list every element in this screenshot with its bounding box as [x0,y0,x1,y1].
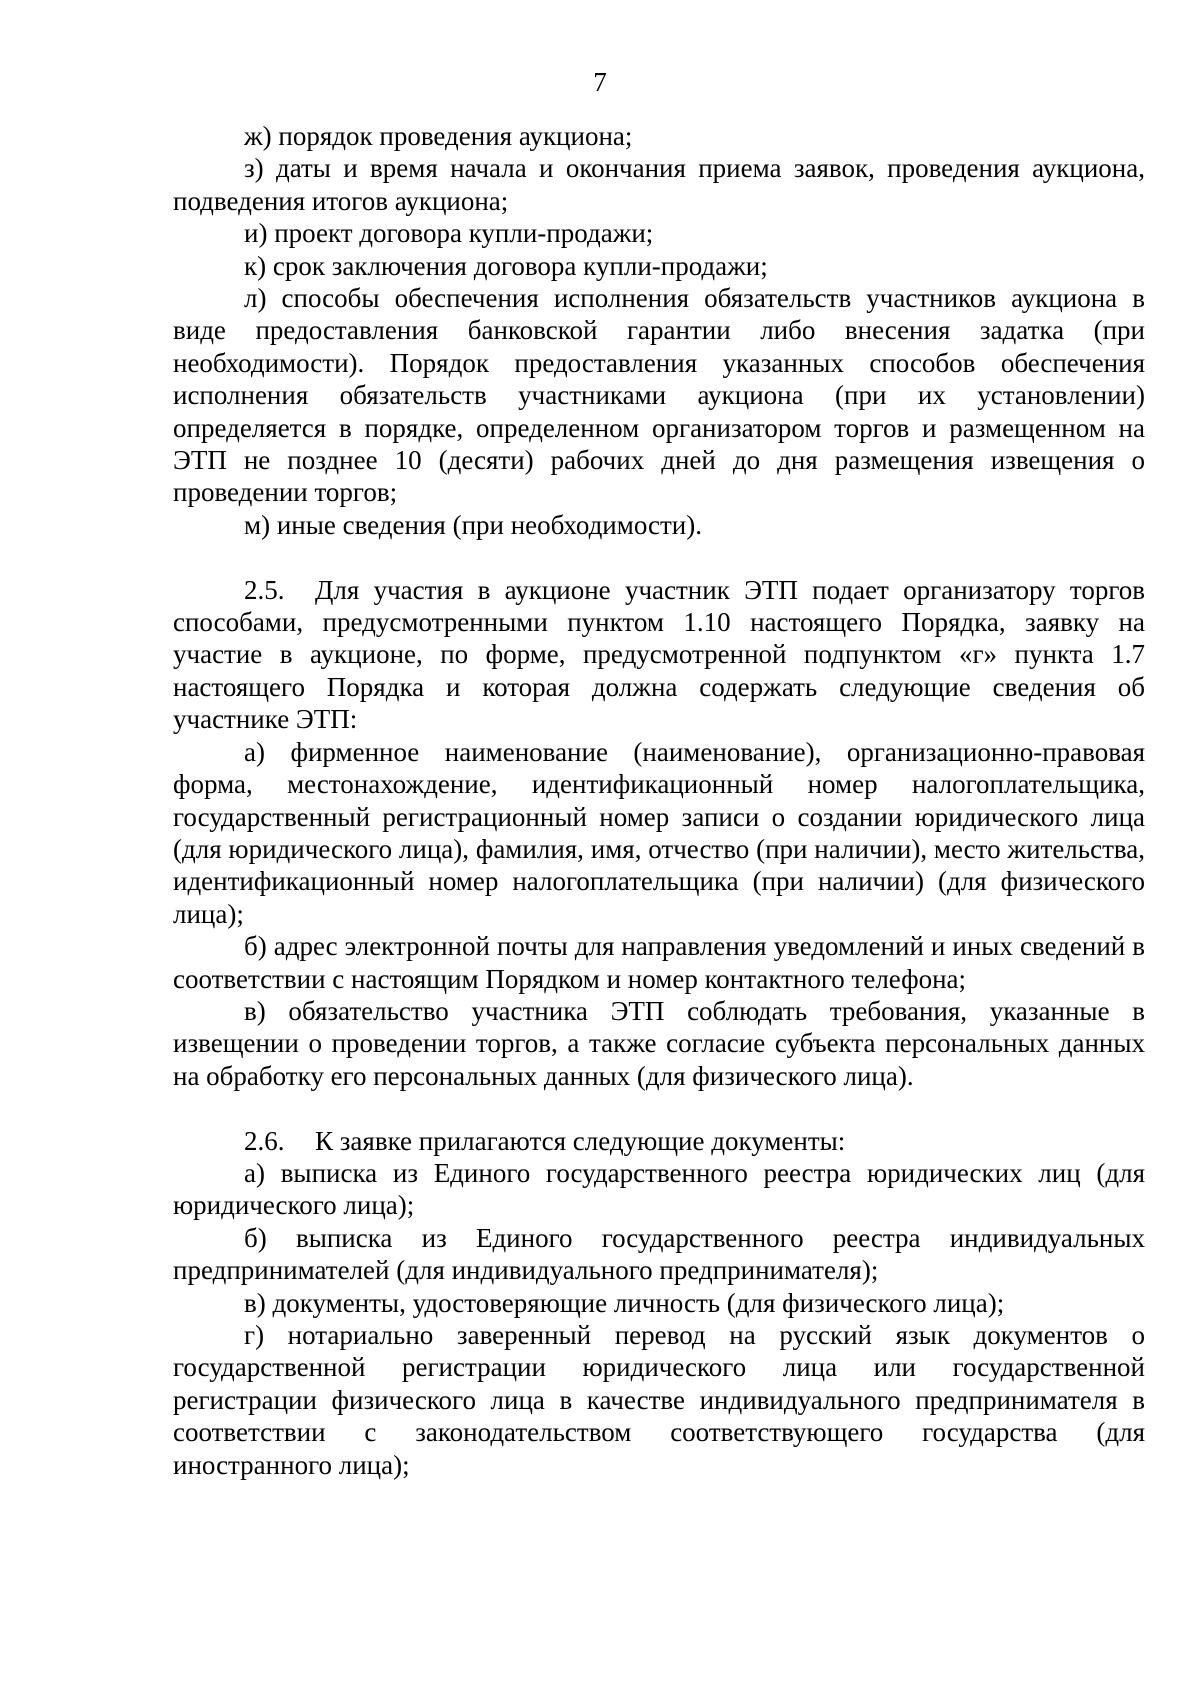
paragraph: б) адрес электронной почты для направления уведомлений и иных сведений в соответствии с настоящим Порядком и номер контактного телефона; [173,931,1145,994]
section-gap [173,1092,1145,1124]
paragraph: г) нотариально заверенный перевод на русский язык документов о государственной регистрации юридического лица или государственной регистрации физического лица в качестве индивидуального предпринимателя в соответствии с законодательством соответствующего государства (для иностранного лица); [173,1320,1145,1480]
paragraph: б) выписка из Единого государственного реестра индивидуальных предпринимателей (для индивидуального предпринимателя); [173,1222,1145,1286]
numbered-paragraph [173,1125,1145,1157]
paragraph-number: 2.6. [244,1125,285,1156]
paragraph: а) выписка из Единого государственного реестра юридических лиц (для юридического лица); [173,1157,1145,1221]
paragraph-text: К заявке прилагаются следующие документы: [315,1125,846,1156]
numbered-paragraph [173,574,1145,736]
paragraph: ж) порядок проведения аукциона; [244,121,633,151]
paragraph-text: Для участия в аукционе участник ЭТП подает организатору торгов способами, предусмотренными пунктом 1.10 настоящего Порядка, заявку на участие в аукционе, по форме, предусмотренной подпунктом «г» пункта 1.7 настоящего Порядка и которая должна содержать следующие сведения об участнике ЭТП: [173,574,1145,735]
document-body [173,120,1145,1481]
paragraph: з) даты и время начала и окончания приема заявок, проведения аукциона, подведения итогов аукциона; [173,153,1145,216]
page-number: 7 [593,67,607,97]
paragraph-number: 2.5. [244,574,285,605]
paragraph: к) срок заключения договора купли-продажи; [244,250,768,281]
paragraph: в) обязательство участника ЭТП соблюдать требования, указанные в извещении о проведении торгов, а также согласие субъекта персональных данных на обработку его персональных данных (для физического лица). [173,995,1145,1091]
paragraph: а) фирменное наименование (наименование), организационно-правовая форма, местонахождение, идентификационный номер налогоплательщика, государственный регистрационный номер записи о создании юридического лица (для юридического лица), фамилия, имя, отчество (при наличии), место жительства, идентификационный номер налогоплательщика (при наличии) (для физического лица); [173,736,1145,929]
paragraph: л) способы обеспечения исполнения обязательств участников аукциона в виде предоставления банковской гарантии либо внесения задатка (при необходимости). Порядок предоставления указанных способов обеспечения исполнения обязательств участниками аукциона (при их установлении) определяется в порядке, определенном организатором торгов и размещенном на ЭТП не позднее 10 (десяти) рабочих дней до дня размещения извещения о проведении торгов; [173,283,1145,508]
paragraph: в) документы, удостоверяющие личность (для физического лица); [244,1287,1005,1318]
paragraph: и) проект договора купли-продажи; [244,218,654,249]
paragraph: м) иные сведения (при необходимости). [244,509,702,540]
section-gap [173,541,1145,573]
